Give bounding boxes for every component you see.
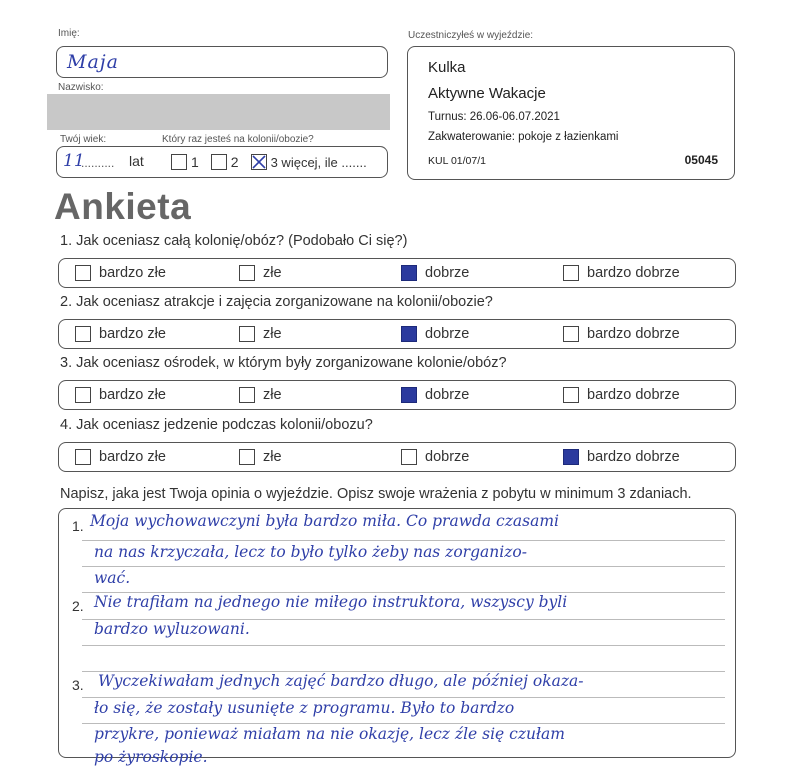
age-value: 11 <box>63 151 85 171</box>
age-dots: .......... <box>81 156 115 170</box>
question-3-text: 3. Jak oceniasz ośrodek, w którym były zorganizowane kolonie/obóz? <box>60 355 507 371</box>
essay-prompt: Napisz, jaka jest Twoja opinia o wyjeździe. Opisz swoje wrażenia z pobytu w minimum 3 zdaniach. <box>60 486 692 502</box>
times-checkbox-3[interactable] <box>251 154 267 170</box>
ruled-line <box>82 697 725 698</box>
company-name: Kulka <box>428 59 466 76</box>
checkbox[interactable] <box>239 326 255 342</box>
checkbox[interactable] <box>401 387 417 403</box>
essay-line-7: ło się, że zostały usunięte z programu. Było to bardzo <box>94 699 515 717</box>
option-label: bardzo dobrze <box>587 265 680 281</box>
option-label: bardzo złe <box>99 265 166 281</box>
age-unit: lat <box>129 153 144 169</box>
essay-line-8: przykre, ponieważ miałam na nie okazję, lecz źle się czułam <box>94 725 565 743</box>
cross-mark-icon <box>252 155 266 169</box>
participant-box <box>407 46 735 180</box>
option-label: dobrze <box>425 326 470 342</box>
surname-label: Nazwisko: <box>58 82 104 93</box>
checkbox[interactable] <box>563 326 579 342</box>
surname-redacted <box>47 94 390 130</box>
ruled-line <box>82 645 725 646</box>
question-2-options <box>58 319 736 349</box>
option-label: bardzo złe <box>99 387 166 403</box>
question-3-options <box>58 380 736 410</box>
option-label: złe <box>263 387 282 403</box>
question-4-option-4[interactable] <box>563 449 680 465</box>
checkbox[interactable] <box>563 387 579 403</box>
checkbox[interactable] <box>563 265 579 281</box>
essay-line-6: Wyczekiwałam jednych zajęć bardzo długo, ale później okaza- <box>98 672 584 690</box>
checkbox[interactable] <box>239 387 255 403</box>
form-number: 05045 <box>684 153 718 167</box>
question-1-options <box>58 258 736 288</box>
question-4-options <box>58 442 736 472</box>
option-label: dobrze <box>425 387 470 403</box>
option-label: bardzo złe <box>99 449 166 465</box>
option-label: bardzo złe <box>99 326 166 342</box>
times-option-3: 3 więcej, ile ....... <box>270 154 367 170</box>
question-1-option-1[interactable] <box>75 265 166 281</box>
question-1-text: 1. Jak oceniasz całą kolonię/obóz? (Podobało Ci się?) <box>60 233 408 249</box>
option-label: bardzo dobrze <box>587 387 680 403</box>
turnus-dates: Turnus: 26.06-06.07.2021 <box>428 111 560 123</box>
checkbox[interactable] <box>239 265 255 281</box>
question-3-option-2[interactable] <box>239 387 282 403</box>
question-2-option-3[interactable] <box>401 326 469 342</box>
essay-number-3: 3. <box>72 677 84 693</box>
question-3-option-4[interactable] <box>563 387 680 403</box>
question-3-option-1[interactable] <box>75 387 166 403</box>
camp-code: KUL 01/07/1 <box>428 155 486 167</box>
name-field[interactable] <box>56 46 388 78</box>
age-times-box <box>56 146 388 178</box>
essay-line-1: Moja wychowawczyni była bardzo miła. Co prawda czasami <box>90 512 559 530</box>
question-2-option-1[interactable] <box>75 326 166 342</box>
question-4-option-2[interactable] <box>239 449 282 465</box>
checkbox[interactable] <box>563 449 579 465</box>
option-label: złe <box>263 449 282 465</box>
times-checkbox-2[interactable] <box>211 154 227 170</box>
question-2-option-4[interactable] <box>563 326 680 342</box>
participant-label: Uczestniczyłeś w wyjeździe: <box>408 30 534 41</box>
essay-line-3: wać. <box>94 569 131 587</box>
ruled-line <box>82 540 725 541</box>
camp-name: Aktywne Wakacje <box>428 85 546 102</box>
page-title: Ankieta <box>54 186 192 227</box>
question-4-text: 4. Jak oceniasz jedzenie podczas kolonii/obozu? <box>60 417 373 433</box>
option-label: złe <box>263 265 282 281</box>
times-label: Który raz jesteś na kolonii/obozie? <box>162 134 314 145</box>
ruled-line <box>82 723 725 724</box>
checkbox[interactable] <box>239 449 255 465</box>
checkbox[interactable] <box>401 265 417 281</box>
option-label: bardzo dobrze <box>587 326 680 342</box>
essay-line-5: bardzo wyluzowani. <box>94 620 250 638</box>
age-label: Twój wiek: <box>60 134 107 145</box>
option-label: bardzo dobrze <box>587 449 680 465</box>
checkbox[interactable] <box>75 449 91 465</box>
option-label: dobrze <box>425 265 470 281</box>
option-label: złe <box>263 326 282 342</box>
question-3-option-3[interactable] <box>401 387 469 403</box>
ruled-line <box>82 566 725 567</box>
essay-line-9: po żyroskopie. <box>94 748 208 766</box>
question-1-option-2[interactable] <box>239 265 282 281</box>
question-4-option-3[interactable] <box>401 449 469 465</box>
times-option-2: 2 <box>230 154 239 170</box>
question-2-option-2[interactable] <box>239 326 282 342</box>
times-checkbox-1[interactable] <box>171 154 187 170</box>
checkbox[interactable] <box>401 449 417 465</box>
question-1-option-4[interactable] <box>563 265 680 281</box>
question-1-option-3[interactable] <box>401 265 469 281</box>
checkbox[interactable] <box>75 265 91 281</box>
essay-number-1: 1. <box>72 518 84 534</box>
essay-line-4: Nie trafiłam na jednego nie miłego instruktora, wszyscy byli <box>94 593 568 611</box>
checkbox[interactable] <box>75 326 91 342</box>
times-option-1: 1 <box>191 154 199 170</box>
essay-number-2: 2. <box>72 598 84 614</box>
accommodation: Zakwaterowanie: pokoje z łazienkami <box>428 131 619 143</box>
checkbox[interactable] <box>75 387 91 403</box>
question-2-text: 2. Jak oceniasz atrakcje i zajęcia zorganizowane na kolonii/obozie? <box>60 294 493 310</box>
question-4-option-1[interactable] <box>75 449 166 465</box>
essay-line-2: na nas krzyczała, lecz to było tylko żeby nas zorganizo- <box>94 543 527 561</box>
name-value: Maja <box>67 51 120 73</box>
option-label: dobrze <box>425 449 470 465</box>
checkbox[interactable] <box>401 326 417 342</box>
name-label: Imię: <box>58 28 80 39</box>
